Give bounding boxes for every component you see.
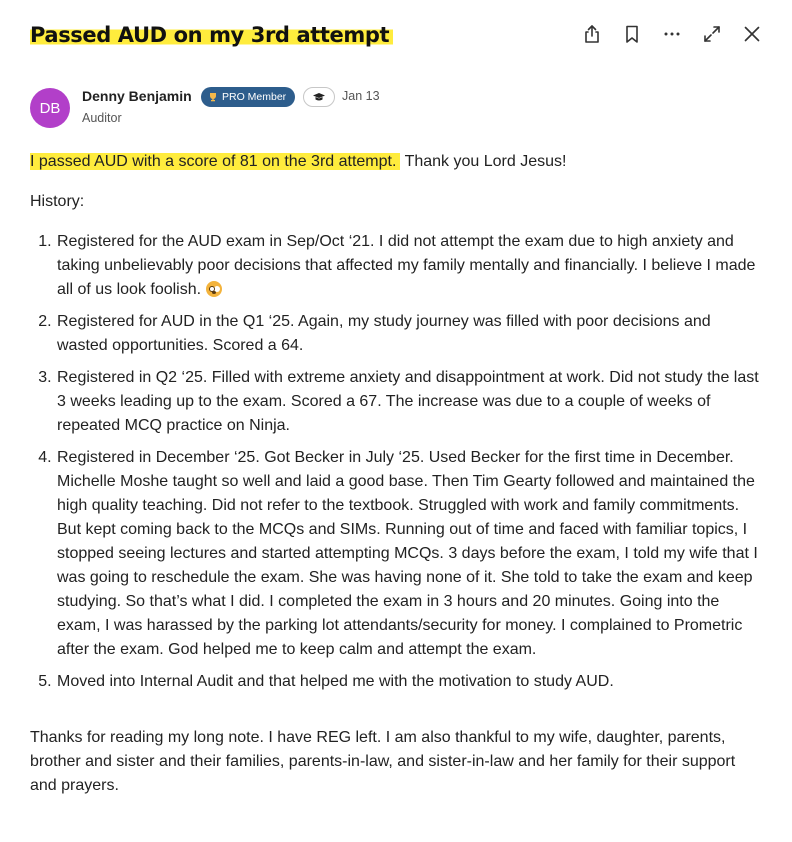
intro-rest: Thank you Lord Jesus! [400, 153, 567, 170]
share-button[interactable] [580, 22, 604, 46]
history-label: History: [30, 193, 85, 210]
share-icon [582, 24, 602, 44]
post-actions [580, 22, 764, 46]
expand-button[interactable] [700, 22, 724, 46]
more-icon [662, 24, 682, 44]
author-role: Auditor [82, 111, 122, 125]
highlighted-text: I passed AUD with a score of 81 on the 3rd attempt. [30, 153, 400, 170]
expand-icon [702, 24, 722, 44]
bookmark-button[interactable] [620, 22, 644, 46]
post-title: Passed AUD on my 3rd attempt [30, 20, 393, 50]
author-header [30, 86, 750, 130]
list-item: 3. Registered in Q2 ‘25. Filled with extreme anxiety and disappointment at work. Did not study the last 3 weeks leading up to the exam. Scored a 67. The increase was due to a couple of weeks of repeated MCQ practice on Ninja. [56, 366, 765, 438]
close-icon [742, 24, 762, 44]
avatar[interactable]: DB [30, 88, 70, 128]
bookmark-icon [622, 24, 642, 44]
title-bar [0, 18, 792, 54]
list-item: 5. Moved into Internal Audit and that helped me with the motivation to study AUD. [56, 670, 765, 694]
author-name[interactable]: Denny Benjamin [82, 88, 192, 104]
post-body [30, 150, 765, 798]
closing-paragraph: Thanks for reading my long note. I have REG left. I am also thankful to my wife, daughter, parents, brother and sister and their families, parents-in-law, and sister-in-law and her family for their support and prayers. [30, 729, 736, 794]
history-list [30, 230, 765, 694]
post-date: Jan 13 [342, 89, 380, 103]
list-item: 4. Registered in December ‘25. Got Becker in July ‘25. Used Becker for the first time in December. Michelle Moshe taught so well and laid a good base. Then Tim Gearty followed and maintained the high quality teaching. Did not refer to the textbook. Struggled with work and family commitments. But kept coming back to the MCQs and SIMs. Running out of time and faced with familiar topics, I stopped seeing lectures and started attempting MCQs. 3 days before the exam, I told my wife that I was going to reschedule the exam. She was having none of it. She told to take the exam and keep studying. So that’s what I did. I completed the exam in 3 hours and 20 minutes. Going into the exam, I was harassed by the parking lot attendants/security for money. I complained to Prometric after the exam. God helped me to keep calm and attempt the exam. [56, 446, 765, 662]
pro-member-badge [201, 87, 295, 107]
graduation-cap-icon [312, 92, 326, 102]
intro-paragraph [30, 150, 765, 174]
graduation-badge [303, 87, 335, 107]
close-button[interactable] [740, 22, 764, 46]
flushed-face-emoji-icon [206, 281, 222, 297]
badge-label: PRO Member [222, 91, 287, 103]
trophy-icon [208, 92, 218, 102]
more-button[interactable] [660, 22, 684, 46]
list-item: 2. Registered for AUD in the Q1 ‘25. Again, my study journey was filled with poor decisions and wasted opportunities. Scored a 64. [56, 310, 765, 358]
list-item: 1. Registered for the AUD exam in Sep/Oct ‘21. I did not attempt the exam due to high anxiety and taking unbelievably poor decisions that affected my family mentally and financially. I believe I made all of us look foolish. [56, 230, 765, 302]
